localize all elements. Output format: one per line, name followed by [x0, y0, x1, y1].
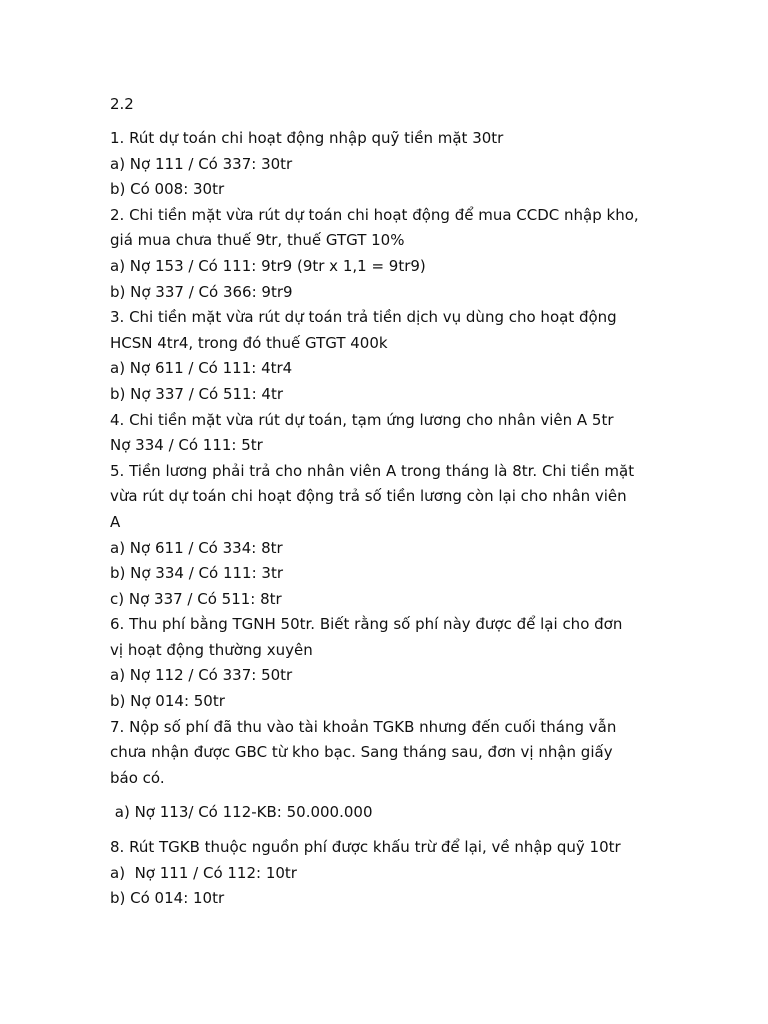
- text-line: a) Nợ 611 / Có 334: 8tr: [110, 538, 283, 557]
- document-page: [110, 91, 710, 912]
- text-line: Nợ 334 / Có 111: 5tr: [110, 436, 263, 455]
- text-line: 5. Tiền lương phải trả cho nhân viên A trong tháng là 8tr. Chi tiền mặt: [110, 461, 635, 480]
- text-line: b) Nợ 014: 50tr: [110, 692, 225, 711]
- text-line: 4. Chi tiền mặt vừa rút dự toán, tạm ứng lương cho nhân viên A 5tr: [110, 410, 614, 429]
- text-line: b) Nợ 337 / Có 511: 4tr: [110, 384, 283, 403]
- text-line: giá mua chưa thuế 9tr, thuế GTGT 10%: [110, 231, 405, 250]
- text-line: chưa nhận được GBC từ kho bạc. Sang tháng sau, đơn vị nhận giấy: [110, 743, 613, 762]
- text-line: 8. Rút TGKB thuộc nguồn phí được khấu trừ để lại, về nhập quỹ 10tr: [110, 838, 621, 857]
- text-line: 1. Rút dự toán chi hoạt động nhập quỹ tiền mặt 30tr: [110, 129, 504, 147]
- text-line: 3. Chi tiền mặt vừa rút dự toán trả tiền dịch vụ dùng cho hoạt động: [110, 308, 617, 327]
- text-line: 2. Chi tiền mặt vừa rút dự toán chi hoạt động để mua CCDC nhập kho,: [110, 205, 639, 224]
- text-line: A: [110, 512, 121, 531]
- text-line: 7. Nộp số phí đã thu vào tài khoản TGKB nhưng đến cuối tháng vẫn: [110, 717, 617, 736]
- text-line: vị hoạt động thường xuyên: [110, 640, 313, 659]
- text-line: a) Nợ 111 / Có 337: 30tr: [110, 154, 293, 173]
- text-line: b) Có 014: 10tr: [110, 889, 225, 908]
- text-line: HCSN 4tr4, trong đó thuế GTGT 400k: [110, 333, 388, 352]
- text-line: c) Nợ 337 / Có 511: 8tr: [110, 589, 282, 608]
- section-heading: 2.2: [110, 95, 134, 113]
- text-line: 6. Thu phí bằng TGNH 50tr. Biết rằng số phí này được để lại cho đơn: [110, 615, 623, 634]
- text-line: a) Nợ 611 / Có 111: 4tr4: [110, 359, 293, 378]
- text-line: a) Nợ 153 / Có 111: 9tr9 (9tr x 1,1 = 9tr9): [110, 256, 426, 275]
- text-line: báo có.: [110, 768, 165, 787]
- text-line: a) Nợ 111 / Có 112: 10tr: [110, 863, 297, 882]
- text-line: vừa rút dự toán chi hoạt động trả số tiền lương còn lại cho nhân viên: [110, 487, 627, 506]
- text-line: b) Nợ 334 / Có 111: 3tr: [110, 564, 283, 583]
- text-line: a) Nợ 113/ Có 112-KB: 50.000.000: [110, 803, 373, 822]
- text-line: b) Nợ 337 / Có 366: 9tr9: [110, 282, 293, 301]
- text-line: a) Nợ 112 / Có 337: 50tr: [110, 666, 293, 685]
- text-line: b) Có 008: 30tr: [110, 180, 225, 199]
